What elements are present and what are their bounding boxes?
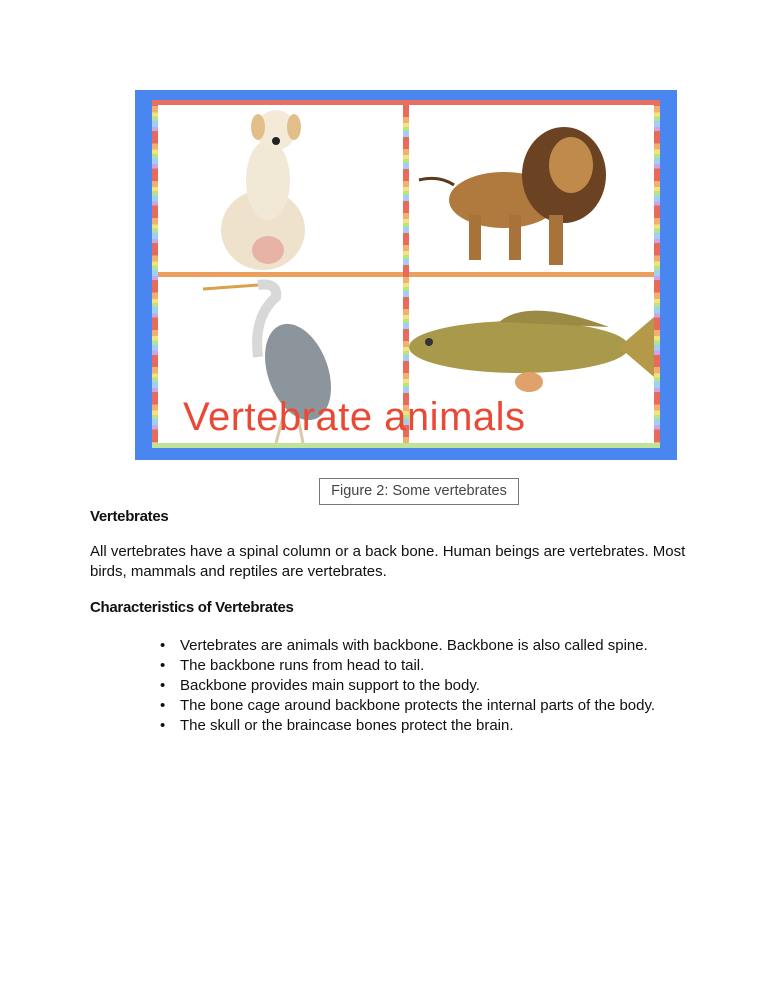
dog-image — [158, 105, 403, 272]
list-item-text: The backbone runs from head to tail. — [180, 657, 425, 674]
list-item-text: The bone cage around backbone protects the internal parts of the body. — [180, 697, 656, 714]
section-heading: Vertebrates — [90, 508, 169, 525]
figure-caption: Figure 2: Some vertebrates — [319, 478, 519, 505]
section-subheading: Characteristics of Vertebrates — [90, 599, 294, 616]
bullet-icon: • — [160, 637, 166, 654]
list-item — [160, 716, 655, 736]
divider — [152, 443, 660, 448]
characteristics-list — [160, 636, 655, 736]
list-item-text: Vertebrates are animals with backbone. Backbone is also called spine. — [180, 637, 648, 654]
bullet-icon: • — [160, 677, 166, 694]
list-item-text: Backbone provides main support to the body. — [180, 677, 480, 694]
figure-image-title: Vertebrate animals — [183, 395, 526, 439]
section-paragraph: All vertebrates have a spinal column or a back bone. Human beings are vertebrates. Most birds, mammals and reptiles are vertebrates. — [90, 543, 686, 580]
list-item — [160, 676, 655, 696]
vertebrates-figure — [135, 90, 677, 460]
lion-image — [409, 105, 654, 272]
bullet-icon: • — [160, 657, 166, 674]
list-item-text: The skull or the braincase bones protect the brain. — [180, 717, 514, 734]
list-item — [160, 636, 655, 656]
list-item — [160, 696, 655, 716]
bullet-icon: • — [160, 697, 166, 714]
list-item — [160, 656, 655, 676]
bullet-icon: • — [160, 717, 166, 734]
